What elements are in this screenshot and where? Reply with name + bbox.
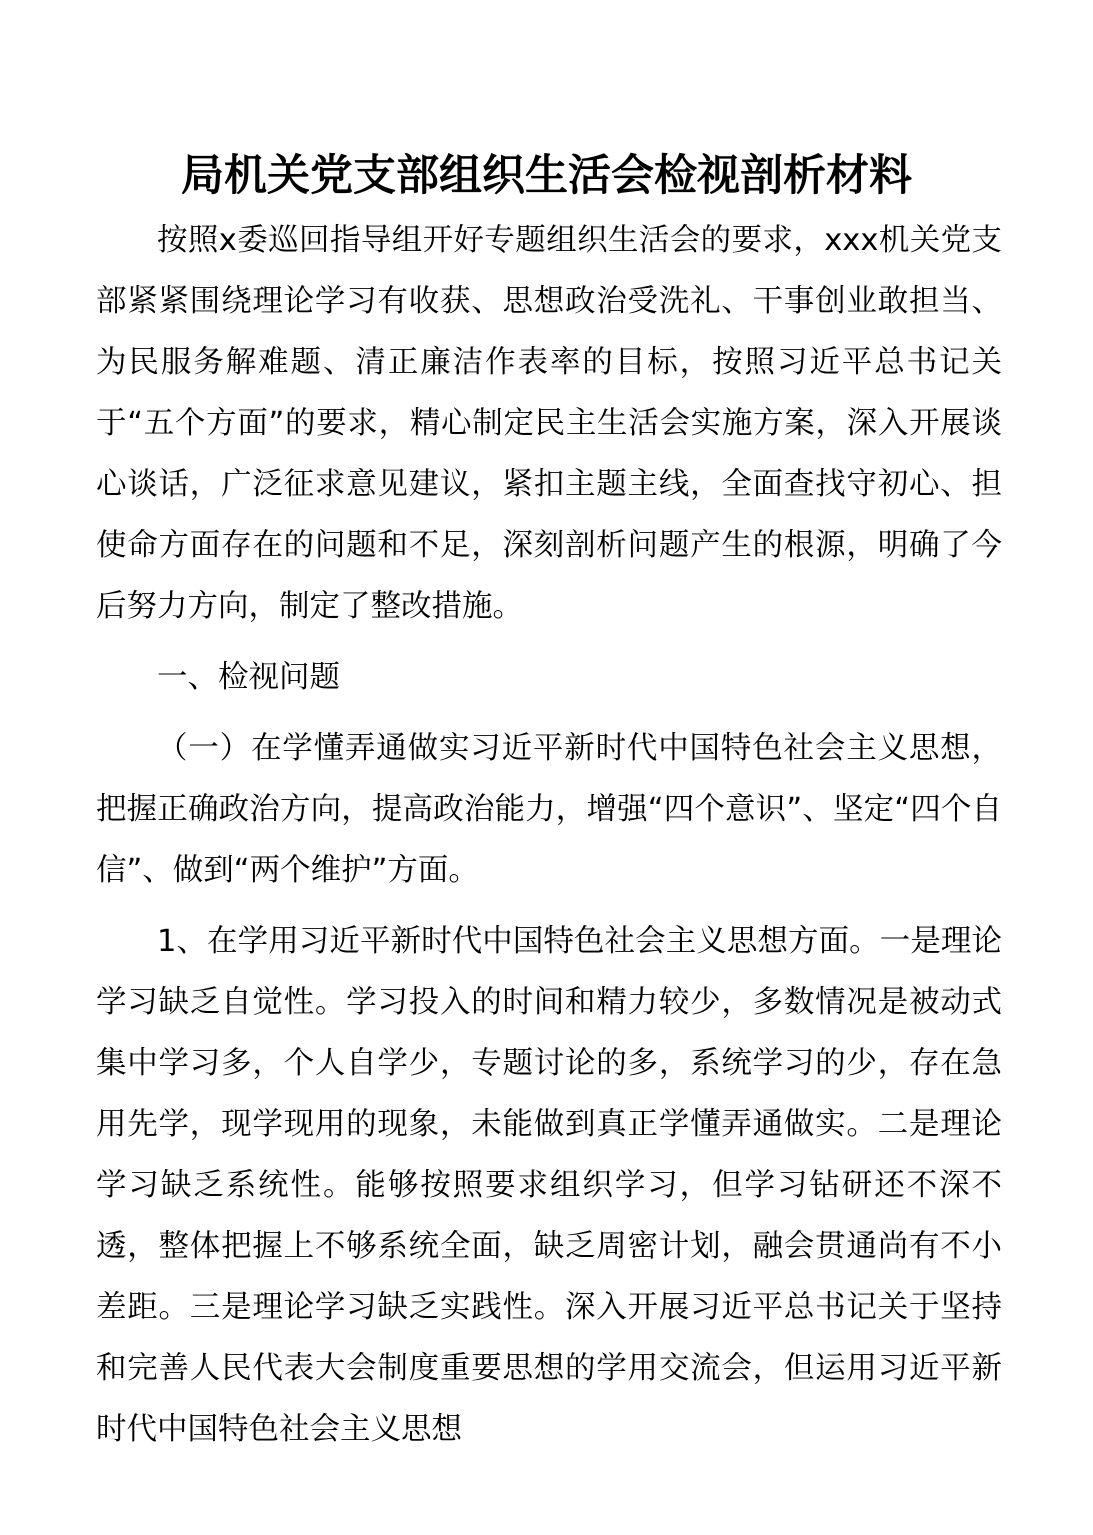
section-heading: 一、检视问题 [157, 660, 340, 695]
document-title: 局机关党支部组织生活会检视剖析材料 [181, 151, 912, 201]
document-body [96, 210, 1002, 1460]
item-paragraph: 1、在学用习近平新时代中国特色社会主义思想方面。一是理论学习缺乏自觉性。学习投入的时间和精力较少，多数情况是被动式集中学习多，个人自学少，专题讨论的多，系统学习的少，存在急用先学，现学现用的现象，未能做到真正学懂弄通做实。二是理论学习缺乏系统性。能够按照要求组织学习，但学习钻研还不深不透，整体把握上不够系统全面，缺乏周密计划，融会贯通尚有不小差距。三是理论学习缺乏实践性。深入开展习近平总书记关于坚持和完善人民代表大会制度重要思想的学用交流会，但运用习近平新时代中国特色社会主义思想 [96, 924, 1002, 1447]
intro-paragraph: 按照x委巡回指导组开好专题组织生活会的要求，xxx机关党支部紧紧围绕理论学习有收获、思想政治受洗礼、干事创业敢担当、为民服务解难题、清正廉洁作表率的目标，按照习近平总书记关于“五个方面”的要求，精心制定民主生活会实施方案，深入开展谈心谈话，广泛征求意见建议，紧扣主题主线，全面查找守初心、担使命方面存在的问题和不足，深刻剖析问题产生的根源，明确了今后努力方向，制定了整改措施。 [96, 223, 1002, 624]
subsection-heading: （一）在学懂弄通做实习近平新时代中国特色社会主义思想，把握正确政治方向，提高政治能力，增强“四个意识”、坚定“四个自信”、做到“两个维护”方面。 [96, 731, 1002, 888]
